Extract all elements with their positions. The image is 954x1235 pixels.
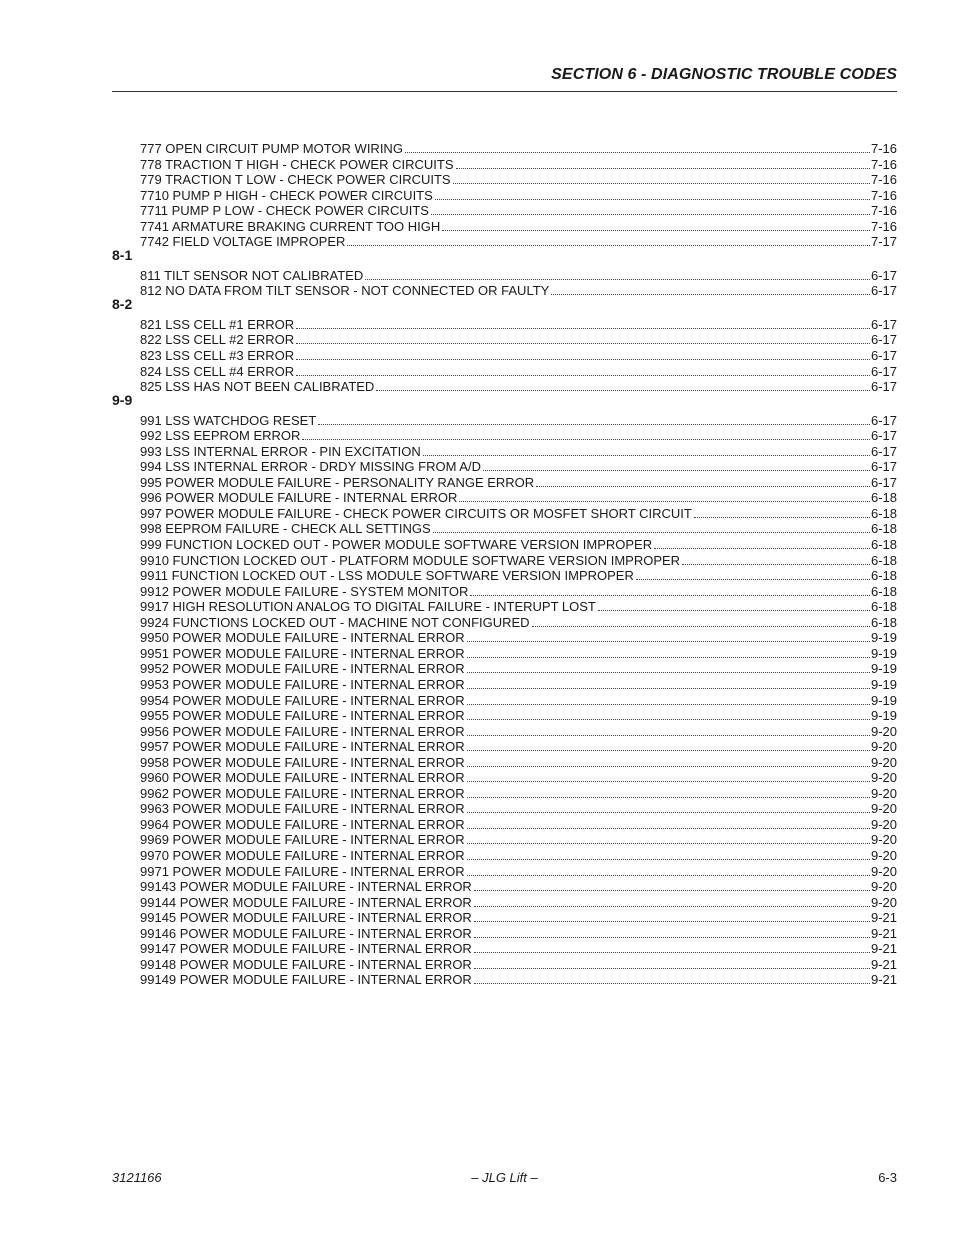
toc-dot-leader (474, 906, 870, 922)
toc-entry-page: 6-17 (870, 283, 897, 299)
toc-dot-leader (318, 409, 870, 425)
toc-entry-page: 6-17 (870, 474, 897, 490)
toc-dot-leader (467, 844, 870, 860)
toc-entry-page: 6-18 (870, 490, 897, 506)
page-footer (112, 1170, 897, 1186)
toc-entry-title: 995 POWER MODULE FAILURE - PERSONALITY RANGE ERROR (140, 474, 535, 490)
toc-entry-page: 6-18 (870, 599, 897, 615)
toc-dot-leader (435, 184, 870, 200)
toc-entry-page: 6-17 (870, 332, 897, 348)
toc-entry-title: 9956 POWER MODULE FAILURE - INTERNAL ERROR (140, 723, 465, 739)
toc-dot-leader (467, 673, 870, 689)
toc-entry-title: 7711 PUMP P LOW - CHECK POWER CIRCUITS (140, 203, 429, 219)
toc-entry-title: 996 POWER MODULE FAILURE - INTERNAL ERROR (140, 490, 458, 506)
toc-dot-leader (467, 828, 870, 844)
toc-dot-leader (467, 751, 870, 767)
toc-entry-page: 9-20 (870, 770, 897, 786)
toc-entry-title: 9964 POWER MODULE FAILURE - INTERNAL ERROR (140, 816, 465, 832)
toc-entry-page: 6-18 (870, 537, 897, 553)
table-of-contents (112, 137, 897, 988)
toc-entry-title: 9955 POWER MODULE FAILURE - INTERNAL ERROR (140, 708, 465, 724)
header-divider (112, 91, 897, 92)
toc-dot-leader (474, 968, 870, 984)
toc-entry-page: 6-18 (870, 505, 897, 521)
toc-entry-title: 998 EEPROM FAILURE - CHECK ALL SETTINGS (140, 521, 431, 537)
toc-entry-page: 7-16 (870, 172, 897, 188)
toc-dot-leader (467, 813, 870, 829)
toc-entry-title: 9957 POWER MODULE FAILURE - INTERNAL ERROR (140, 739, 465, 755)
toc-entry-title: 9969 POWER MODULE FAILURE - INTERNAL ERROR (140, 832, 465, 848)
toc-dot-leader (467, 782, 870, 798)
toc-entry-title: 9958 POWER MODULE FAILURE - INTERNAL ERROR (140, 754, 465, 770)
toc-entry-page: 9-19 (870, 708, 897, 724)
toc-entry-title: 824 LSS CELL #4 ERROR (140, 363, 295, 379)
toc-dot-leader (474, 953, 870, 969)
toc-entry-title: 9963 POWER MODULE FAILURE - INTERNAL ERROR (140, 801, 465, 817)
toc-entry[interactable] (112, 137, 897, 156)
toc-entry-title: 7742 FIELD VOLTAGE IMPROPER (140, 234, 346, 250)
toc-entry-title: 9954 POWER MODULE FAILURE - INTERNAL ERROR (140, 692, 465, 708)
toc-group-label: 9-9 (112, 391, 133, 408)
toc-entry-page: 6-17 (870, 363, 897, 379)
toc-entry-title: 9912 POWER MODULE FAILURE - SYSTEM MONITOR (140, 583, 469, 599)
toc-dot-leader (551, 279, 870, 295)
toc-entry-title: 994 LSS INTERNAL ERROR - DRDY MISSING FROM A/D (140, 459, 481, 475)
toc-entry-title: 778 TRACTION T HIGH - CHECK POWER CIRCUITS (140, 156, 454, 172)
toc-dot-leader (467, 689, 870, 705)
toc-entry-page: 9-20 (870, 723, 897, 739)
toc-dot-leader (467, 720, 870, 736)
toc-dot-leader (405, 137, 870, 153)
toc-entry-page: 6-17 (870, 348, 897, 364)
toc-dot-leader (474, 891, 870, 907)
toc-entry-title: 99148 POWER MODULE FAILURE - INTERNAL ERROR (140, 956, 472, 972)
toc-entry-page: 6-17 (870, 412, 897, 428)
toc-dot-leader (467, 860, 870, 876)
toc-entry-page: 9-21 (870, 972, 897, 988)
document-number: 3121166 (112, 1170, 162, 1185)
toc-entry-page: 6-18 (870, 583, 897, 599)
toc-entry-title: 9960 POWER MODULE FAILURE - INTERNAL ERROR (140, 770, 465, 786)
toc-dot-leader (467, 766, 870, 782)
toc-entry-title: 9911 FUNCTION LOCKED OUT - LSS MODULE SOFTWARE VERSION IMPROPER (140, 568, 634, 584)
toc-dot-leader (453, 168, 870, 184)
toc-dot-leader (467, 735, 870, 751)
toc-entry-page: 9-19 (870, 692, 897, 708)
toc-dot-leader (474, 937, 870, 953)
toc-dot-leader (694, 502, 870, 518)
toc-dot-leader (483, 455, 870, 471)
section-header-title: SECTION 6 - DIAGNOSTIC TROUBLE CODES (551, 66, 897, 83)
toc-entry-page: 6-17 (870, 428, 897, 444)
toc-entry-title: 99146 POWER MODULE FAILURE - INTERNAL ERROR (140, 925, 472, 941)
toc-entry-page: 6-17 (870, 316, 897, 332)
toc-entry-title: 99149 POWER MODULE FAILURE - INTERNAL ERROR (140, 972, 472, 988)
toc-entry-title: 9953 POWER MODULE FAILURE - INTERNAL ERROR (140, 676, 465, 692)
toc-dot-leader (456, 153, 870, 169)
toc-entry-title: 9924 FUNCTIONS LOCKED OUT - MACHINE NOT CONFIGURED (140, 614, 530, 630)
toc-entry-page: 9-20 (870, 894, 897, 910)
toc-dot-leader (423, 440, 870, 456)
toc-entry-page: 9-20 (870, 739, 897, 755)
toc-entry-page: 7-17 (870, 234, 897, 250)
toc-entry-title: 9962 POWER MODULE FAILURE - INTERNAL ERROR (140, 785, 465, 801)
toc-entry-title: 812 NO DATA FROM TILT SENSOR - NOT CONNECTED OR FAULTY (140, 283, 550, 299)
toc-dot-leader (598, 595, 870, 611)
toc-dot-leader (365, 264, 870, 280)
toc-entry-title: 777 OPEN CIRCUIT PUMP MOTOR WIRING (140, 141, 403, 156)
toc-entry-page: 7-16 (870, 141, 897, 156)
toc-entry-title: 9951 POWER MODULE FAILURE - INTERNAL ERROR (140, 645, 465, 661)
toc-group-label: 8-1 (112, 246, 133, 263)
toc-entry-page: 6-18 (870, 552, 897, 568)
toc-entry[interactable] (112, 313, 897, 332)
toc-entry-page: 9-21 (870, 941, 897, 957)
toc-entry-title: 997 POWER MODULE FAILURE - CHECK POWER CIRCUITS OR MOSFET SHORT CIRCUIT (140, 505, 692, 521)
toc-dot-leader (654, 533, 870, 549)
toc-dot-leader (296, 360, 870, 376)
toc-dot-leader (296, 328, 870, 344)
toc-entry-page: 6-17 (870, 267, 897, 283)
toc-dot-leader (467, 704, 870, 720)
toc-entry-title: 993 LSS INTERNAL ERROR - PIN EXCITATION (140, 443, 421, 459)
toc-entry-page: 9-20 (870, 754, 897, 770)
toc-dot-leader (467, 797, 870, 813)
toc-entry-title: 823 LSS CELL #3 ERROR (140, 348, 295, 364)
toc-entry-page: 9-21 (870, 956, 897, 972)
toc-entry-page: 9-20 (870, 863, 897, 879)
toc-dot-leader (296, 344, 870, 360)
toc-entry-page: 6-18 (870, 568, 897, 584)
toc-entry-title: 825 LSS HAS NOT BEEN CALIBRATED (140, 379, 375, 395)
toc-entry-title: 811 TILT SENSOR NOT CALIBRATED (140, 267, 364, 283)
toc-dot-leader (474, 922, 870, 938)
toc-entry-page: 9-20 (870, 847, 897, 863)
toc-dot-leader (467, 642, 870, 658)
toc-entry-page: 9-21 (870, 925, 897, 941)
toc-entry-page: 7-16 (870, 187, 897, 203)
toc-entry-title: 99144 POWER MODULE FAILURE - INTERNAL ERROR (140, 894, 472, 910)
toc-dot-leader (296, 313, 870, 329)
toc-dot-leader (459, 486, 870, 502)
toc-entry-page: 7-16 (870, 156, 897, 172)
toc-entry-page: 7-16 (870, 203, 897, 219)
toc-dot-leader (470, 580, 870, 596)
toc-entry-title: 99143 POWER MODULE FAILURE - INTERNAL ERROR (140, 879, 472, 895)
toc-entry-title: 7741 ARMATURE BRAKING CURRENT TOO HIGH (140, 218, 441, 234)
toc-entry-page: 6-17 (870, 443, 897, 459)
toc-entry-title: 99147 POWER MODULE FAILURE - INTERNAL ERROR (140, 941, 472, 957)
toc-entry-page: 9-20 (870, 832, 897, 848)
toc-entry-title: 779 TRACTION T LOW - CHECK POWER CIRCUITS (140, 172, 451, 188)
toc-dot-leader (682, 549, 870, 565)
footer-brand: – JLG Lift – (471, 1170, 538, 1185)
toc-entry-page: 6-17 (870, 379, 897, 395)
toc-entry-title: 9910 FUNCTION LOCKED OUT - PLATFORM MODULE SOFTWARE VERSION IMPROPER (140, 552, 681, 568)
toc-entry-title: 999 FUNCTION LOCKED OUT - POWER MODULE SOFTWARE VERSION IMPROPER (140, 537, 653, 553)
toc-entry-page: 6-18 (870, 521, 897, 537)
toc-dot-leader (442, 215, 870, 231)
toc-entry-page: 9-19 (870, 661, 897, 677)
toc-entry-title: 9952 POWER MODULE FAILURE - INTERNAL ERROR (140, 661, 465, 677)
toc-entry-page: 9-20 (870, 879, 897, 895)
toc-entry-page: 9-20 (870, 785, 897, 801)
toc-dot-leader (467, 626, 870, 642)
toc-entry-page: 6-18 (870, 614, 897, 630)
toc-entry-title: 9917 HIGH RESOLUTION ANALOG TO DIGITAL FAILURE - INTERUPT LOST (140, 599, 596, 615)
toc-entry-title: 9971 POWER MODULE FAILURE - INTERNAL ERROR (140, 863, 465, 879)
toc-entry-title: 9950 POWER MODULE FAILURE - INTERNAL ERROR (140, 630, 465, 646)
toc-dot-leader (347, 230, 870, 246)
toc-entry-page: 7-16 (870, 218, 897, 234)
toc-entry-page: 9-19 (870, 630, 897, 646)
toc-dot-leader (536, 471, 870, 487)
toc-entry-title: 99145 POWER MODULE FAILURE - INTERNAL ERROR (140, 910, 472, 926)
toc-dot-leader (433, 517, 870, 533)
toc-entry-page: 9-20 (870, 801, 897, 817)
toc-entry-page: 6-17 (870, 459, 897, 475)
toc-entry-title: 821 LSS CELL #1 ERROR (140, 316, 295, 332)
toc-entry-title: 822 LSS CELL #2 ERROR (140, 332, 295, 348)
toc-group-label: 8-2 (112, 295, 133, 312)
toc-dot-leader (431, 199, 870, 215)
toc-dot-leader (474, 875, 870, 891)
toc-entry-title: 991 LSS WATCHDOG RESET (140, 412, 317, 428)
toc-entry[interactable] (112, 264, 897, 283)
toc-entry-page: 9-20 (870, 816, 897, 832)
toc-dot-leader (376, 375, 870, 391)
page-number: 6-3 (878, 1170, 897, 1185)
toc-entry-page: 9-19 (870, 676, 897, 692)
toc-entry-title: 7710 PUMP P HIGH - CHECK POWER CIRCUITS (140, 187, 433, 203)
toc-dot-leader (532, 611, 870, 627)
toc-entry-title: 9970 POWER MODULE FAILURE - INTERNAL ERROR (140, 847, 465, 863)
toc-entry-page: 9-21 (870, 910, 897, 926)
toc-entry-page: 9-19 (870, 645, 897, 661)
toc-entry[interactable] (112, 409, 897, 428)
toc-dot-leader (302, 424, 870, 440)
toc-dot-leader (467, 657, 870, 673)
toc-dot-leader (636, 564, 870, 580)
toc-entry-title: 992 LSS EEPROM ERROR (140, 428, 301, 444)
